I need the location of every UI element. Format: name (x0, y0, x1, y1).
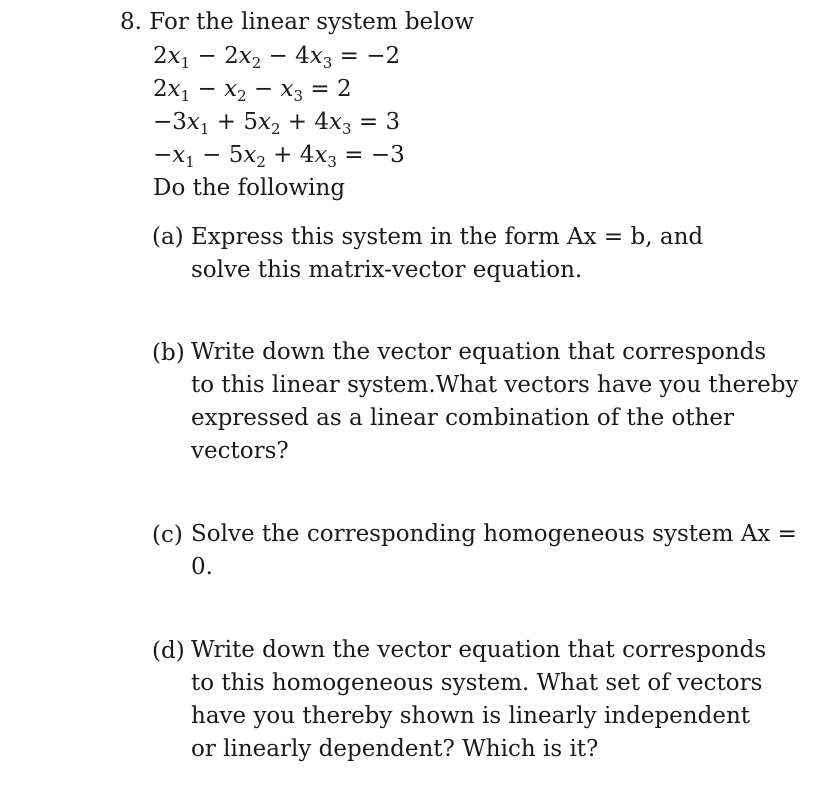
part-c-text (191, 518, 797, 584)
part-a-line-2: solve this matrix-vector equation. (191, 257, 583, 283)
problem-number: 8. (120, 9, 142, 35)
problem-intro: For the linear system below (149, 9, 475, 35)
part-d-line-4: or linearly dependent? Which is it? (191, 736, 599, 762)
equation-3: $-3x_1 + 5x_2 + 4x_3 = 3$ (153, 109, 401, 138)
part-c-label: (c) (152, 522, 183, 548)
instruction-text: Do the following (153, 175, 346, 201)
part-b-line-1: Write down the vector equation that corresponds (191, 339, 767, 365)
part-a-line-1: Express this system in the form Ax = b, and (191, 224, 704, 250)
part-d-line-3: have you thereby shown is linearly independent (191, 703, 750, 729)
part-d-text (191, 634, 767, 766)
part-a-text (191, 221, 704, 287)
part-b-line-4: vectors? (191, 438, 289, 464)
part-d-line-2: to this homogeneous system. What set of vectors (191, 670, 763, 696)
part-b-line-2: to this linear system.What vectors have you thereby (191, 372, 799, 398)
part-d-line-1: Write down the vector equation that corresponds (191, 637, 767, 663)
equation-1: $2x_1 - 2x_2 - 4x_3 = -2$ (153, 43, 401, 72)
part-c-line-2: 0. (191, 554, 213, 580)
part-b-label: (b) (152, 340, 185, 366)
part-a-label: (a) (152, 224, 184, 250)
part-b-text (191, 336, 799, 468)
equation-4: $-x_1 - 5x_2 + 4x_3 = -3$ (153, 142, 405, 171)
part-d-label: (d) (152, 638, 185, 664)
part-c-line-1: Solve the corresponding homogeneous system Ax = (191, 521, 797, 547)
problem-header (120, 8, 474, 36)
equation-2: $2x_1 - x_2 - x_3 = 2$ (153, 76, 352, 105)
part-b-line-3: expressed as a linear combination of the other (191, 405, 735, 431)
